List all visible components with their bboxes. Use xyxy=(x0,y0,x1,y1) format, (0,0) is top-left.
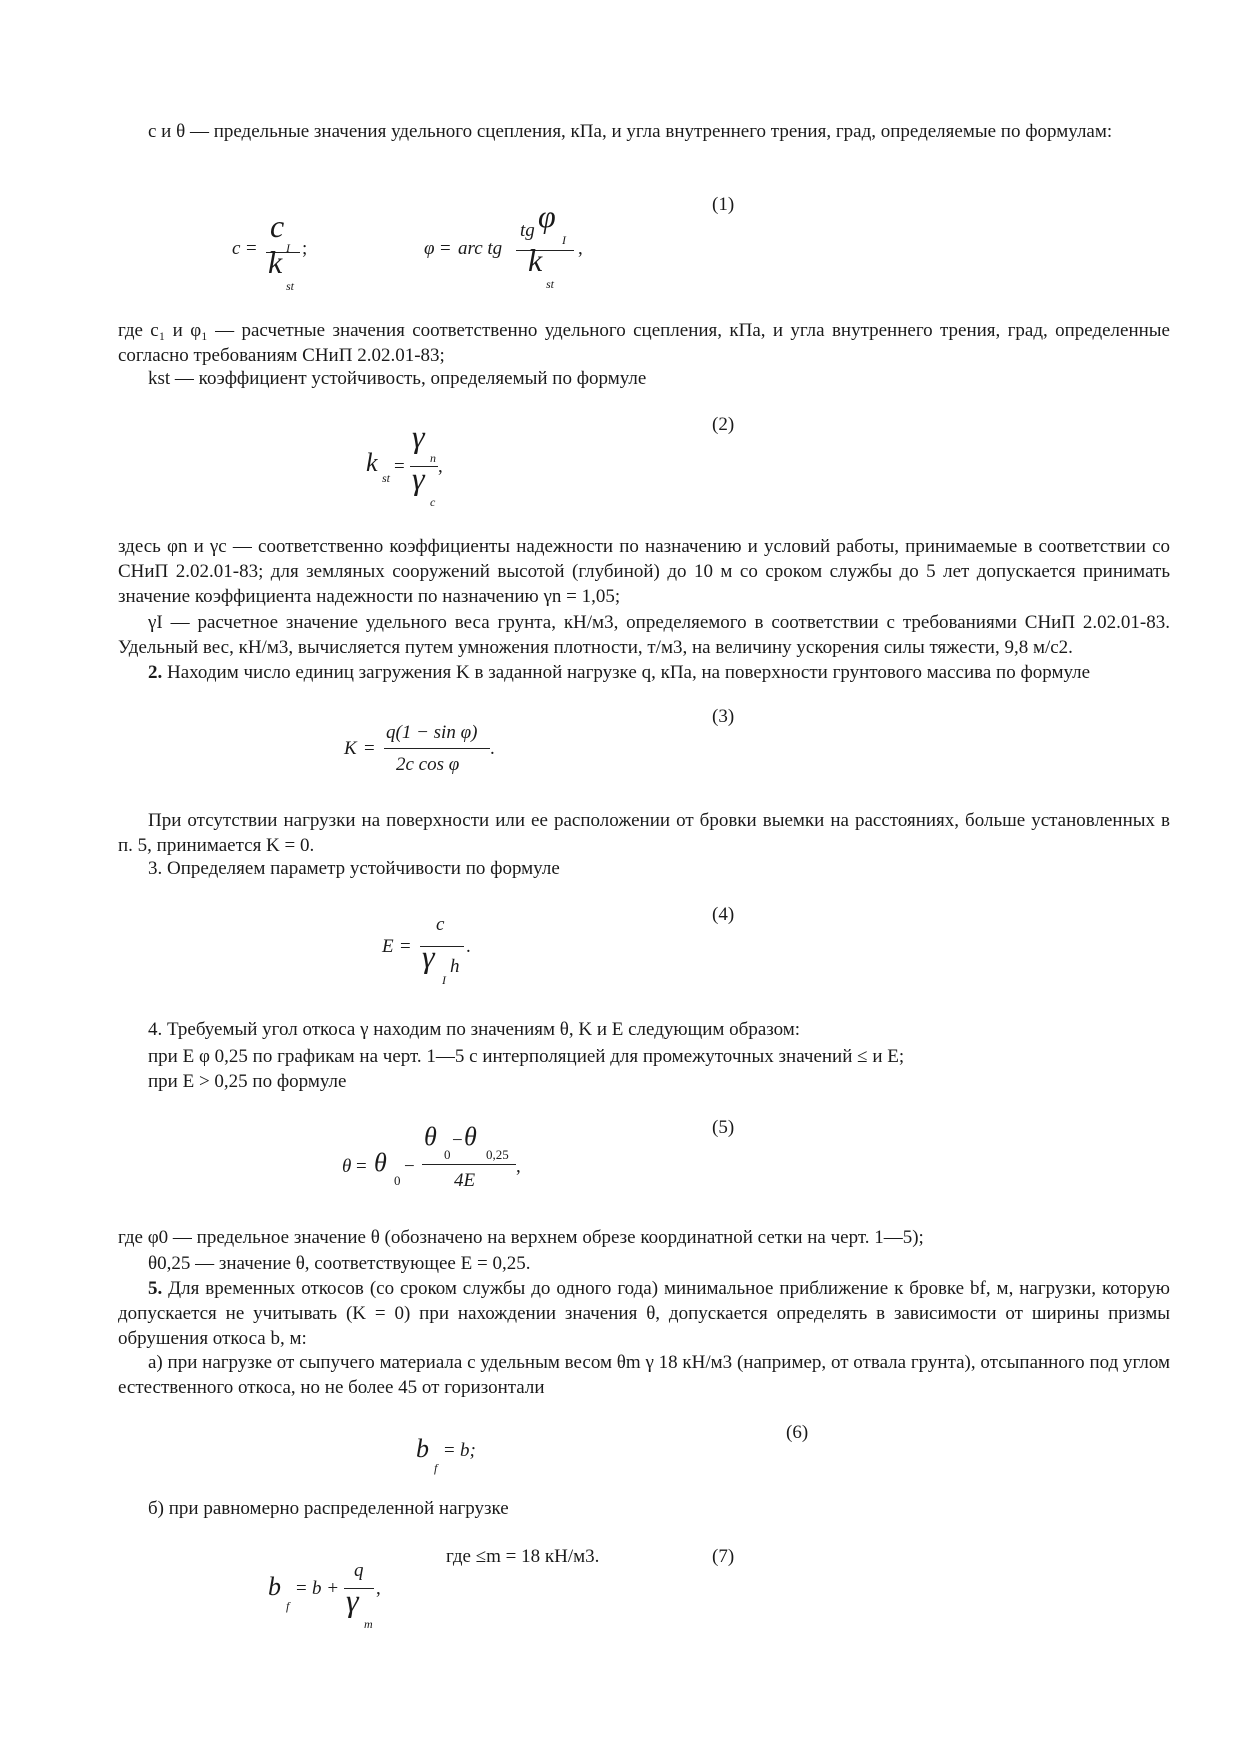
equation-number-1: (1) xyxy=(712,194,735,215)
equation-number-3: (3) xyxy=(712,706,735,727)
formula-5-denominator: 4E xyxy=(454,1170,476,1191)
formula-5-num-theta025: θ xyxy=(464,1122,477,1151)
paragraph-case-b: б) при равномерно распределенной нагрузке xyxy=(148,1498,509,1519)
formula-5-sub-0: 0 xyxy=(394,1173,401,1188)
formula-6-sub-f: f xyxy=(434,1461,438,1475)
formula-1-cI: c xyxy=(270,208,285,244)
formula-3-K xyxy=(344,716,514,786)
formula-2-eq: = xyxy=(394,456,405,477)
formula-4-dot: . xyxy=(466,936,471,957)
formula-5-theta0: θ xyxy=(374,1148,387,1177)
formula-3-dot: . xyxy=(490,738,495,759)
formula-6-b: b xyxy=(416,1434,429,1463)
formula-2-sub-st: st xyxy=(382,471,391,485)
paragraph-case-a: а) при нагрузке от сыпучего материала с удельным весом θm γ 18 кН/м3 (например, от отвала грунта), отсыпанного под углом естественного откоса, но не более 45 от горизонтали xyxy=(118,1352,1170,1398)
paragraph-step-3: 3. Определяем параметр устойчивости по формуле xyxy=(148,858,560,879)
paragraph-no-load: При отсутствии нагрузки на поверхности или ее расположении от бровки выемки на расстояниях, больше установленных в п. 5, принимается K = 0. xyxy=(118,810,1170,856)
formula-5-eq: = xyxy=(356,1156,367,1177)
paragraph-where-c1-phi1: где c₁ и φ₁ — расчетные значения соответственно удельного сцепления, кПа, и угла внутреннего трения, град, определенные согласно требованиям СНиП 2.02.01-83; xyxy=(118,320,1170,366)
formula-1-phi-lhs: φ xyxy=(424,238,435,259)
formula-1-sub-I: I xyxy=(286,241,290,255)
formula-2-gamma-c: γ xyxy=(412,460,425,496)
where-gamma-m: где ≤m = 18 кН/м3. xyxy=(446,1546,600,1567)
formula-3-denominator: 2c cos φ xyxy=(396,754,460,775)
formula-3-fraction-line xyxy=(384,748,490,749)
formula-7-sub-f: f xyxy=(286,1599,290,1613)
step-5-text: Для временных откосов (со сроком службы до одного года) минимальное приближение к бровке bf, м, нагрузки, которую допускается не учитывать (K = 0) при нахождении значения θ, допускается определять в зависимости от ширины призмы обрушения откоса b, м: xyxy=(118,1278,1170,1349)
formula-1-phi-k: k xyxy=(528,242,543,278)
formula-1-tg: tg xyxy=(520,220,535,241)
formula-3-eq: = xyxy=(364,738,375,759)
formula-1-sub-st: st xyxy=(286,279,295,293)
formula-7-b: b xyxy=(268,1572,281,1601)
formula-2-sub-c: c xyxy=(430,495,436,509)
formula-5-num-minus: − xyxy=(452,1130,463,1151)
paragraph-kst: kst — коэффициент устойчивость, определяемый по формуле xyxy=(148,368,647,389)
formula-6-rhs: b; xyxy=(460,1440,476,1461)
formula-7-sub-m: m xyxy=(364,1617,373,1631)
formula-2-gamma-n: γ xyxy=(412,418,425,454)
paragraph-intro-c-theta: c и θ — предельные значения удельного сцепления, кПа, и угла внутреннего трения, град, определяемые по формулам: xyxy=(148,121,1113,142)
formula-1-phi-comma: , xyxy=(578,238,583,259)
formula-7-comma: , xyxy=(376,1578,381,1599)
formula-2-sub-n: n xyxy=(430,451,436,465)
formula-1-phi xyxy=(424,198,584,292)
paragraph-where-phi0: где φ0 — предельное значение θ (обозначено на верхнем обрезе координатной сетки на черт. 1—5); xyxy=(118,1227,924,1248)
formula-1-arctg: arc tg xyxy=(458,238,503,259)
formula-4-h: h xyxy=(450,956,460,977)
formula-1-phi-sub-I: I xyxy=(562,233,566,247)
formula-1-c xyxy=(232,208,322,293)
formula-5-num-sub-0: 0 xyxy=(444,1147,451,1162)
formula-4-numerator-c: c xyxy=(436,914,445,935)
formula-7-numerator-q: q xyxy=(354,1560,364,1581)
formula-4-eq: = xyxy=(400,936,411,957)
paragraph-if-E-gt: при E > 0,25 по формуле xyxy=(148,1071,347,1092)
formula-5-minus: − xyxy=(404,1156,415,1177)
formula-1-eq-sign: = xyxy=(246,238,257,259)
formula-1-semicolon: ; xyxy=(302,238,308,259)
paragraph-coefficients: здесь φn и γc — соответственно коэффициенты надежности по назначению и условий работы, принимаемые в соответствии со СНиП 2.02.01-83; для земляных сооружений высотой (глубиной) до 10 м со сроком службы до 5 лет допускается принимать значение коэффициента надежности по назначению γn = 1,05; xyxy=(118,536,1170,607)
paragraph-specific-weight: γI — расчетное значение удельного веса грунта, кН/м3, определяемого в соответствии с требованиями СНиП 2.02.01-83. Удельный вес, кН/м3, вычисляется путем умножения плотности, т/м3, на величину ускорения силы тяжести, 9,8 м/с2. xyxy=(118,612,1170,658)
formula-1-k: k xyxy=(268,244,283,280)
formula-4-E xyxy=(382,914,492,998)
formula-4-gamma: γ xyxy=(422,938,435,974)
equation-number-5: (5) xyxy=(712,1117,735,1138)
equation-number-4: (4) xyxy=(712,904,735,925)
formula-5-theta-lhs: θ xyxy=(342,1156,352,1177)
equation-number-6: (6) xyxy=(786,1422,809,1443)
step-2-text: Находим число единиц загружения K в заданной нагрузке q, кПа, на поверхности грунтового массива по формуле xyxy=(162,662,1091,683)
paragraph-if-E-le: при E φ 0,25 по графикам на черт. 1—5 с интерполяцией для промежуточных значений ≤ и E; xyxy=(148,1046,905,1067)
formula-7-rhs: b + xyxy=(312,1578,340,1599)
formula-5-num-sub-025: 0,25 xyxy=(486,1147,509,1162)
paragraph-step-2 xyxy=(118,660,1170,685)
step-5-number: 5. xyxy=(148,1278,163,1299)
formula-2-k: k xyxy=(366,448,378,477)
formula-6-eq: = xyxy=(444,1440,455,1461)
formula-1-phi-I: φ xyxy=(538,198,556,234)
equation-number-7: (7) xyxy=(712,1546,735,1567)
step-2-number: 2. xyxy=(148,662,163,683)
formula-5-theta xyxy=(342,1122,532,1198)
formula-2-comma: , xyxy=(438,456,443,477)
formula-2-kst xyxy=(366,418,486,510)
formula-7-gamma: γ xyxy=(346,1582,359,1618)
paragraph-theta025: θ0,25 — значение θ, соответствующее E = 0,25. xyxy=(148,1253,531,1274)
paragraph-step-4: 4. Требуемый угол откоса γ находим по значениям θ, K и E следующим образом: xyxy=(148,1019,801,1040)
formula-6-bf xyxy=(416,1432,506,1476)
formula-1-phi-eq: = xyxy=(440,238,451,259)
formula-4-E-lhs: E xyxy=(382,936,394,957)
formula-3-K-lhs: K xyxy=(344,738,357,759)
formula-7-bf xyxy=(268,1560,398,1640)
formula-1-phi-sub-st: st xyxy=(546,277,555,291)
formula-5-comma: , xyxy=(516,1156,521,1177)
equation-number-2: (2) xyxy=(712,414,735,435)
formula-3-numerator: q(1 − sin φ) xyxy=(386,722,478,743)
formula-5-num-theta0: θ xyxy=(424,1122,437,1151)
formula-1-phi-fraction-line xyxy=(516,250,574,251)
formula-7-eq: = xyxy=(296,1578,307,1599)
formula-1-c-lhs: c xyxy=(232,238,241,259)
paragraph-step-5 xyxy=(118,1276,1170,1351)
formula-4-sub-I: I xyxy=(442,973,446,987)
formula-5-fraction-line xyxy=(422,1164,516,1165)
